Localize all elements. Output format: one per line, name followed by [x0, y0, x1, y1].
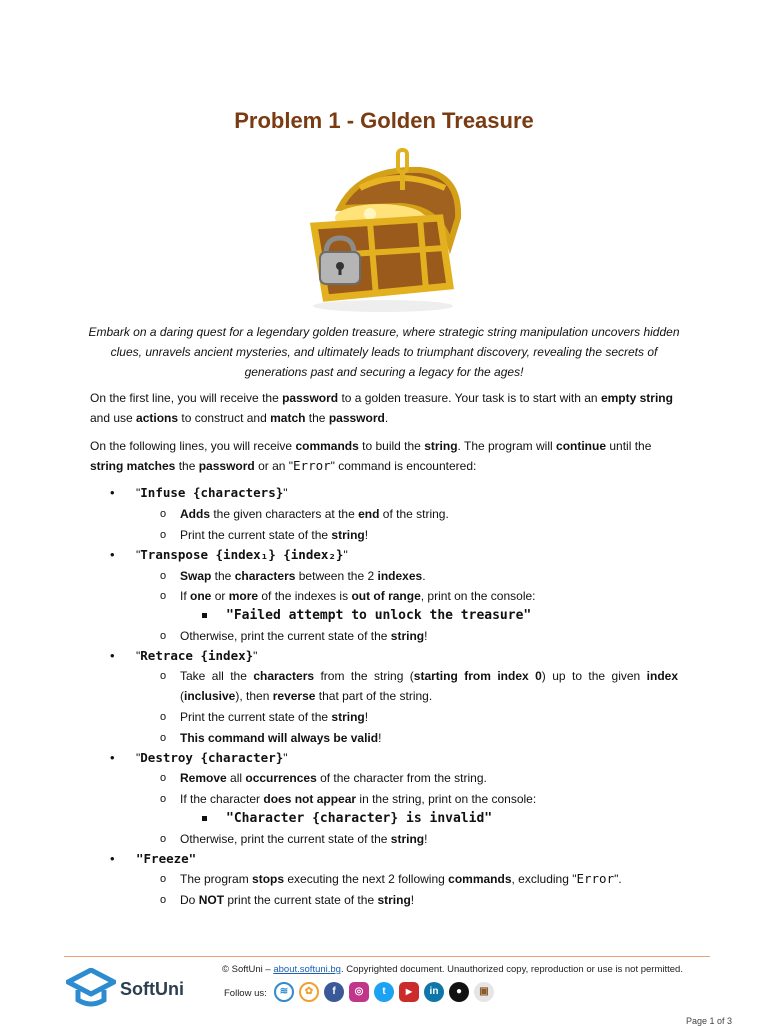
page-number: Page 1 of 3	[686, 1016, 733, 1026]
document-page: Problem 1 - Golden Treasure Embark on a daring quest for a legendary golden treasure, where strategic string manipulation uncovers hidden clues, unravels ancient mysteries, and ultimately leads to triumphant discovery, revealing the secrets of generations past and securing a legacy for the ages! On the first line, you will receive the password to a golden treasure. Your task is to start with an empty string and use actions to construct and match the password. On the following lines, you will receive commands to build the string. The program will continue until the string matches the password or an "Error" command is encountered: • "Infuse {characters}" o Adds the given characters at the end of the string. o Print the current state of the string! • "Transpose {index₁} {index₂}" o Swap the characters between the 2 indexes. o If one or more of the indexes is out of range, print on the console: "Failed attempt to unlock the treasure" o Otherwise, print the current state of the string! • "Retrace {index}" o Take all the characters from the string (starting from index 0) up to the given index (inclusive), then reverse that part of the string. o Print the current state of the string! o This command will always be valid! • "Destroy {character}" o Remove all occurrences of the character from the string. o If the character does not appear in the string, print on the console: "Character {character} is invalid" o Otherwise, print the current state of the string! • "Freeze" o The program stops executing the next 2 following commands, excluding "Error". o Do NOT print the current state of the string! SoftUni © SoftUni – about.softuni.bg. Copyrighted document. Unauthorized copy, reproduction or use is not permitted. Follow us: ≋ ✿ f ◎ t ▶ in ● ▣ Page 1 of 3	[0, 0, 768, 1024]
copyright-notice: © SoftUni – about.softuni.bg. Copyrighted document. Unauthorized copy, reproduction or use is not permitted.	[222, 964, 683, 975]
bullet-icon: •	[110, 750, 115, 765]
bullet-icon: •	[110, 547, 115, 562]
github-icon[interactable]: ●	[449, 982, 469, 1002]
softuni-foundation-icon[interactable]: ✿	[299, 982, 319, 1002]
softuni-logo-text: SoftUni	[120, 979, 184, 999]
softuni-digital-icon[interactable]: ▣	[474, 982, 494, 1002]
bullet-icon: •	[110, 851, 115, 866]
paragraph-input-description: On the first line, you will receive the password to a golden treasure. Your task is to start with an empty string and use actions to construct and match the password.	[90, 391, 673, 425]
youtube-icon[interactable]: ▶	[399, 982, 419, 1002]
softuni-logo-icon	[66, 968, 116, 1008]
twitter-icon[interactable]: t	[374, 982, 394, 1002]
paragraph-commands-description: On the following lines, you will receive commands to build the string. The program will continue until the string matches the password or an "Error" command is encountered:	[90, 439, 652, 473]
page-title: Problem 1 - Golden Treasure	[234, 108, 534, 133]
linkedin-icon[interactable]: in	[424, 982, 444, 1002]
square-bullet-icon	[202, 816, 207, 821]
bullet-icon: •	[110, 485, 115, 500]
square-bullet-icon	[202, 613, 207, 618]
footer-divider	[64, 956, 710, 957]
about-link[interactable]: about.softuni.bg	[273, 964, 341, 975]
intro-paragraph: Embark on a daring quest for a legendary golden treasure, where strategic string manipulation uncovers hidden clues, unravels ancient mysteries, and ultimately leads to triumphant discovery, revealing the secrets of generations past and securing a legacy for the ages!	[88, 325, 680, 379]
softuni-icon[interactable]: ≋	[274, 982, 294, 1002]
follow-us-label: Follow us:	[224, 988, 267, 999]
facebook-icon[interactable]: f	[324, 982, 344, 1002]
bullet-icon: •	[110, 648, 115, 663]
instagram-icon[interactable]: ◎	[349, 982, 369, 1002]
treasure-chest-image	[300, 148, 466, 314]
